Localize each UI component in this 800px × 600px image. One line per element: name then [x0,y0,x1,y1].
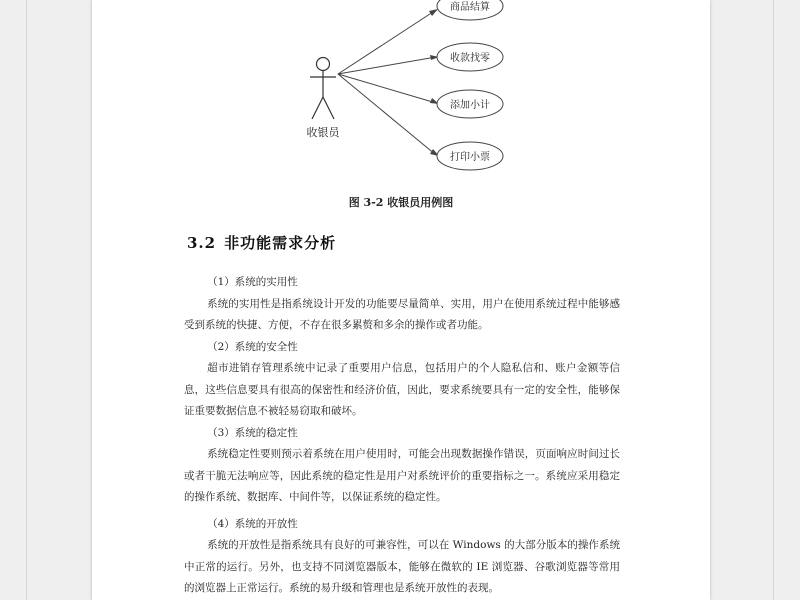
use-case-label-4: 打印小票 [450,152,490,163]
item-heading-3: （3）系统的稳定性 [207,426,298,439]
arrow-heads [429,9,439,156]
actor-left-leg [312,97,323,119]
figure-caption: 图 3-2 收银员用例图 [348,196,454,209]
use-case-label-3: 添加小计 [450,100,490,111]
use-case-diagram [92,0,710,190]
item-heading-2: （2）系统的安全性 [207,340,298,353]
arrow-head-1 [429,9,438,16]
section-heading [187,232,336,253]
document-page [92,0,710,600]
actor-right-leg [323,97,334,119]
item-text-1: 系统的实用性是指系统设计开发的功能要尽量简单、实用，用户在使用系统过程中能够感受到系统的快捷、方便，不存在很多累赘和多余的操作或者功能。 [184,297,620,331]
actor-figure [310,58,336,120]
assoc-line-2 [338,57,436,74]
actor-label: 收银员 [306,126,340,139]
item-text-3: 系统稳定性要则预示着系统在用户使用时，可能会出现数据操作错误，页面响应时间过长或者干脆无法响应等，因此系统的稳定性是用户对系统评价的重要指标之一。系统应采用稳定的操作系统、数据库、中间件等，以保证系统的稳定性。 [184,448,620,503]
item-text-4: 系统的开放性是指系统具有良好的可兼容性，可以在 Windows 的大部分版本的操作系统中正常的运行。另外，也支持不同浏览器版本，能够在微软的 IE 浏览器、谷歌浏览器等常用的浏览器上正常运行。系统的易升级和管理也是系统开放性的表现。 [184,539,620,594]
use-case-label-1: 商品结算 [450,2,490,13]
right-margin-line [773,0,774,600]
item-heading-1: （1）系统的实用性 [207,276,298,288]
assoc-line-4 [338,74,436,155]
left-margin-line [26,0,27,600]
section-body [184,272,620,600]
association-lines [338,10,436,155]
item-text-2: 超市进销存管理系统中记录了重要用户信息，包括用户的个人隐私信和、账户金额等信息，这些信息要具有很高的保密性和经济价值，因此，要求系统要具有一定的安全性，能够保证重要数据信息不被轻易窃取和破坏。 [184,362,620,417]
use-case-label-2: 收款找零 [450,53,490,64]
actor-head [317,58,330,71]
assoc-line-1 [338,10,436,74]
section-title: 非功能需求分析 [224,234,337,252]
assoc-line-3 [338,74,436,103]
item-heading-4: （4）系统的开放性 [207,517,298,530]
use-case-ovals [437,0,503,170]
section-number: 3.2 [187,234,217,252]
